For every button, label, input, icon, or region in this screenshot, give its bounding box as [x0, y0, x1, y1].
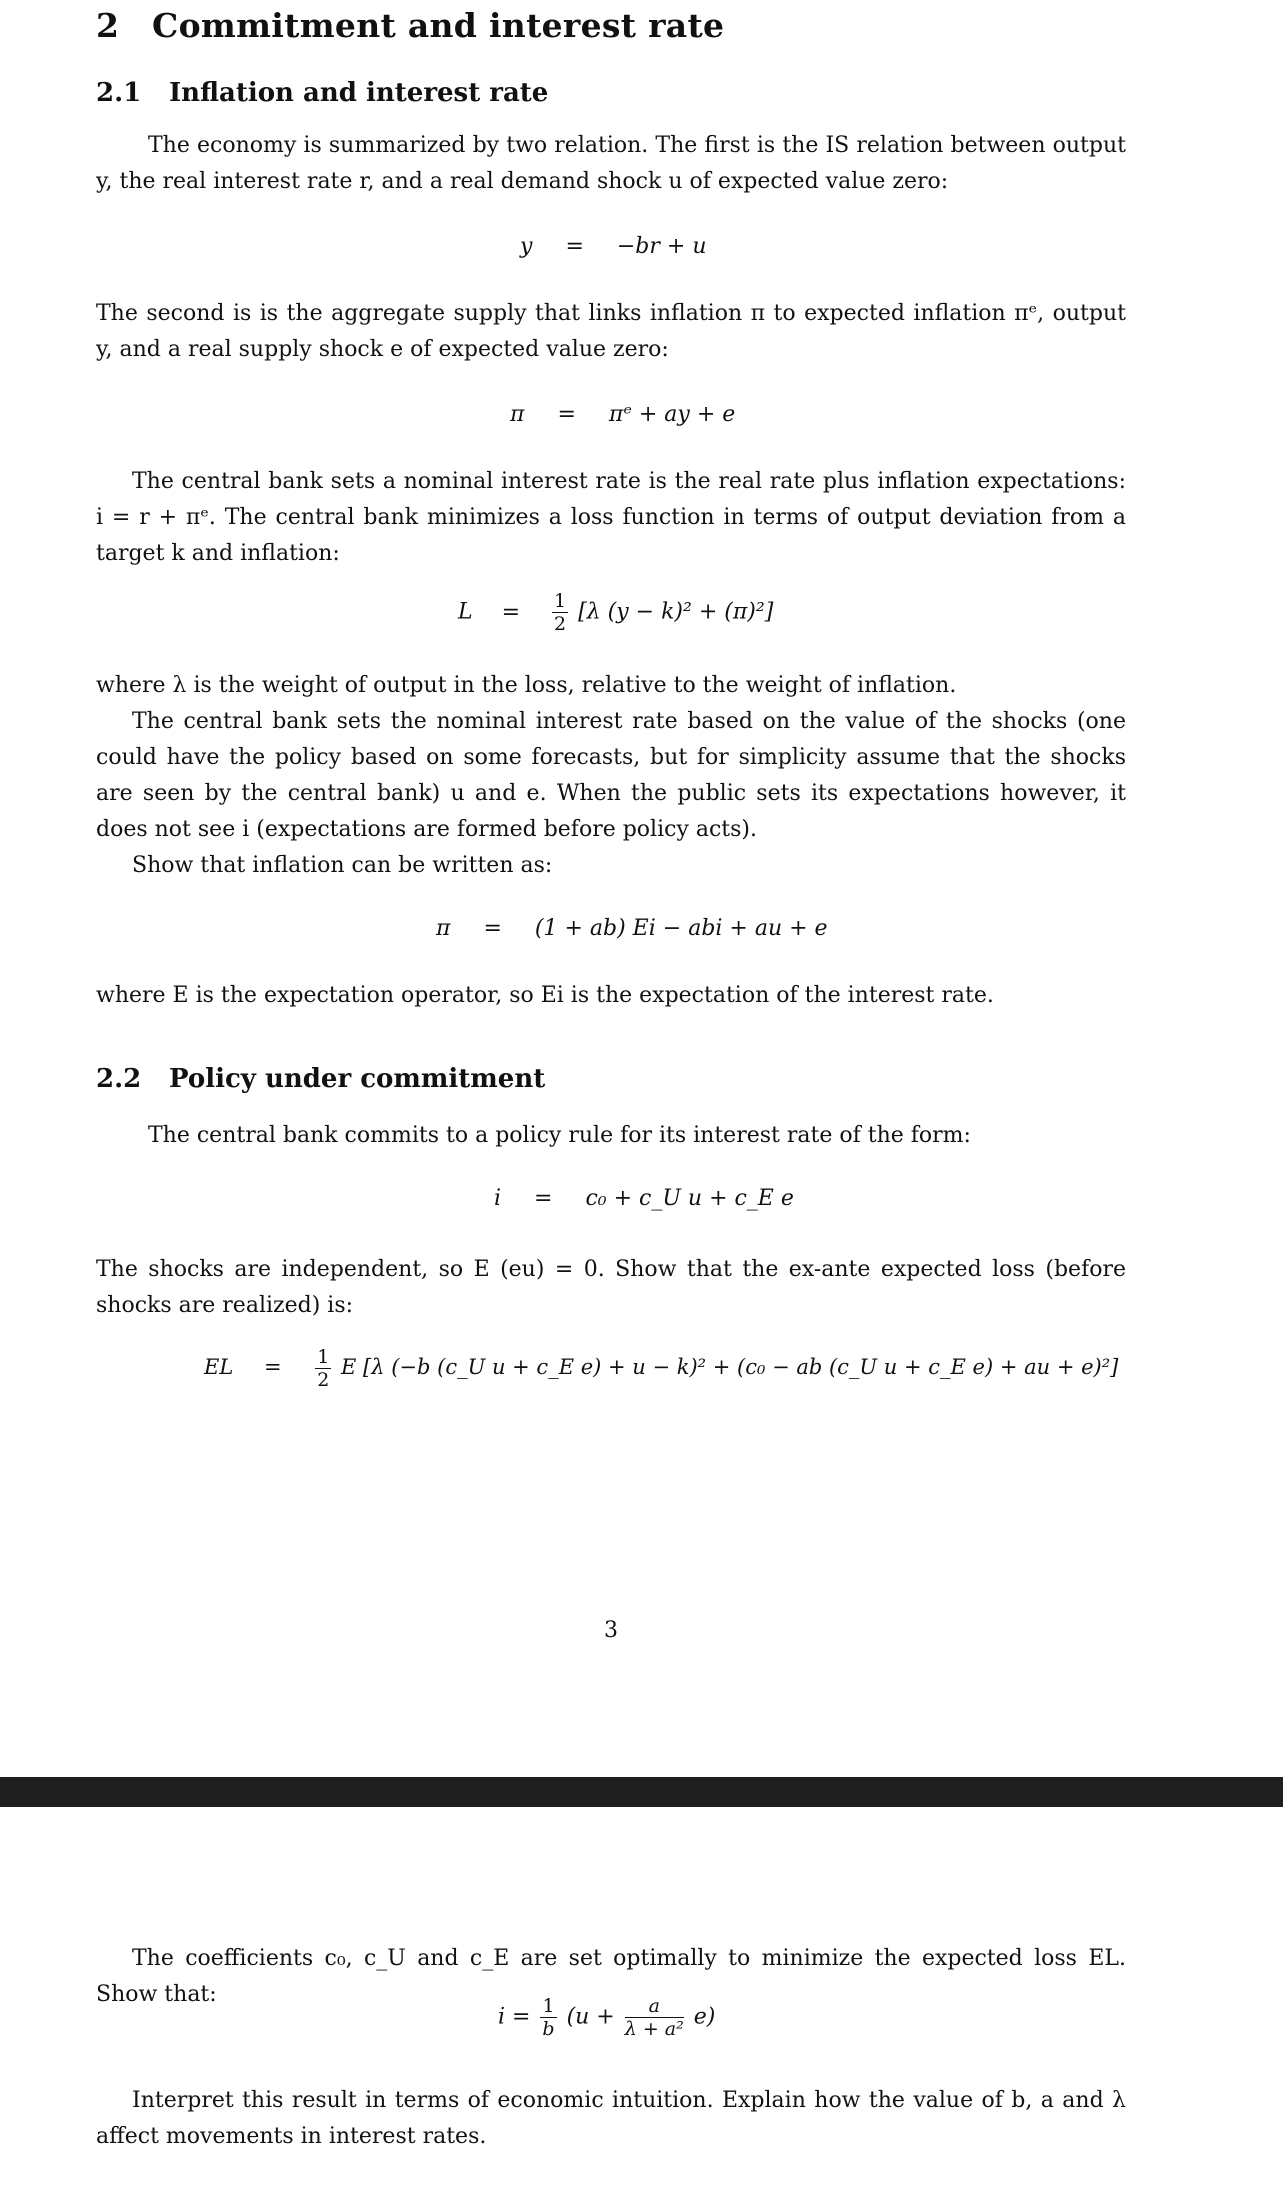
subsection-title: Inflation and interest rate: [169, 78, 549, 108]
equation-inflation: π = (1 + ab) Ei − abi + au + e: [436, 916, 828, 941]
page-4: [0, 1807, 1283, 2186]
equation-loss: L = $\frac{1}{2}$ [λ (y − k)² + (π)²]: [458, 590, 774, 635]
paragraph-interpret: Interpret this result in terms of economic intuition. Explain how the value of b, a and λ affect movements in interest rates.: [96, 2088, 1126, 2149]
subsection-number: 2.2: [96, 1064, 142, 1094]
paragraph-central-bank: The central bank sets a nominal interest rate is the real rate plus inflation expectations: i = r + πᵉ. The central bank minimizes a loss function in terms of output deviation from a target k and inflation:: [96, 469, 1126, 566]
paragraph-coefficients: The coefficients c₀, c_U and c_E are set optimally to minimize the expected loss EL. Show that:: [96, 1946, 1126, 2007]
subsection-number: 2.1: [96, 78, 142, 108]
subsection-heading-2-1: [96, 78, 548, 108]
paragraph-as-intro: The second is is the aggregate supply that links inflation π to expected inflation πᵉ, output y, and a real supply shock e of expected value zero:: [96, 301, 1126, 362]
paragraph-show-inflation: Show that inflation can be written as:: [132, 853, 553, 878]
paragraph-policy-shocks: The central bank sets the nominal interest rate based on the value of the shocks (one could have the policy based on some forecasts, but for simplicity assume that the shocks are seen by the central bank) u and e. When the public sets its expectations however, it does not see i (expectations are formed before policy acts).: [96, 709, 1126, 842]
equation-expected-loss: EL = $\frac{1}{2}$ E [λ (−b (c_U u + c_E e) + u − k)² + (c₀ − ab (c_U u + c_E e) + au + e)²]: [204, 1346, 1119, 1391]
subsection-heading-2-2: [96, 1064, 545, 1094]
equation-is: y = −br + u: [520, 234, 707, 259]
paragraph-policy-rule: The central bank commits to a policy rule for its interest rate of the form:: [148, 1123, 971, 1148]
paragraph-lambda: where λ is the weight of output in the loss, relative to the weight of inflation.: [96, 673, 957, 698]
equation-as: π = πᵉ + ay + e: [510, 402, 736, 427]
paragraph-is-intro: The economy is summarized by two relation. The first is the IS relation between output y, the real interest rate r, and a real demand shock u of expected value zero:: [96, 133, 1126, 194]
page-divider: [0, 1777, 1283, 1807]
equation-optimal-rate: i = $\frac{1}{b}$ (u + $\frac{a}{\text{λ + a²}}$ e): [498, 1995, 716, 2040]
page-number: 3: [604, 1618, 618, 1643]
section-number: 2: [96, 6, 120, 45]
section-heading: [96, 6, 724, 45]
equation-policy-rule: i = c₀ + c_U u + c_E e: [494, 1186, 794, 1211]
section-title: Commitment and interest rate: [152, 6, 725, 45]
subsection-title: Policy under commitment: [169, 1064, 546, 1094]
paragraph-expected-loss: The shocks are independent, so E (eu) = 0. Show that the ex-ante expected loss (before shocks are realized) is:: [96, 1257, 1126, 1318]
paragraph-expectation-operator: where E is the expectation operator, so Ei is the expectation of the interest rate.: [96, 983, 994, 1008]
